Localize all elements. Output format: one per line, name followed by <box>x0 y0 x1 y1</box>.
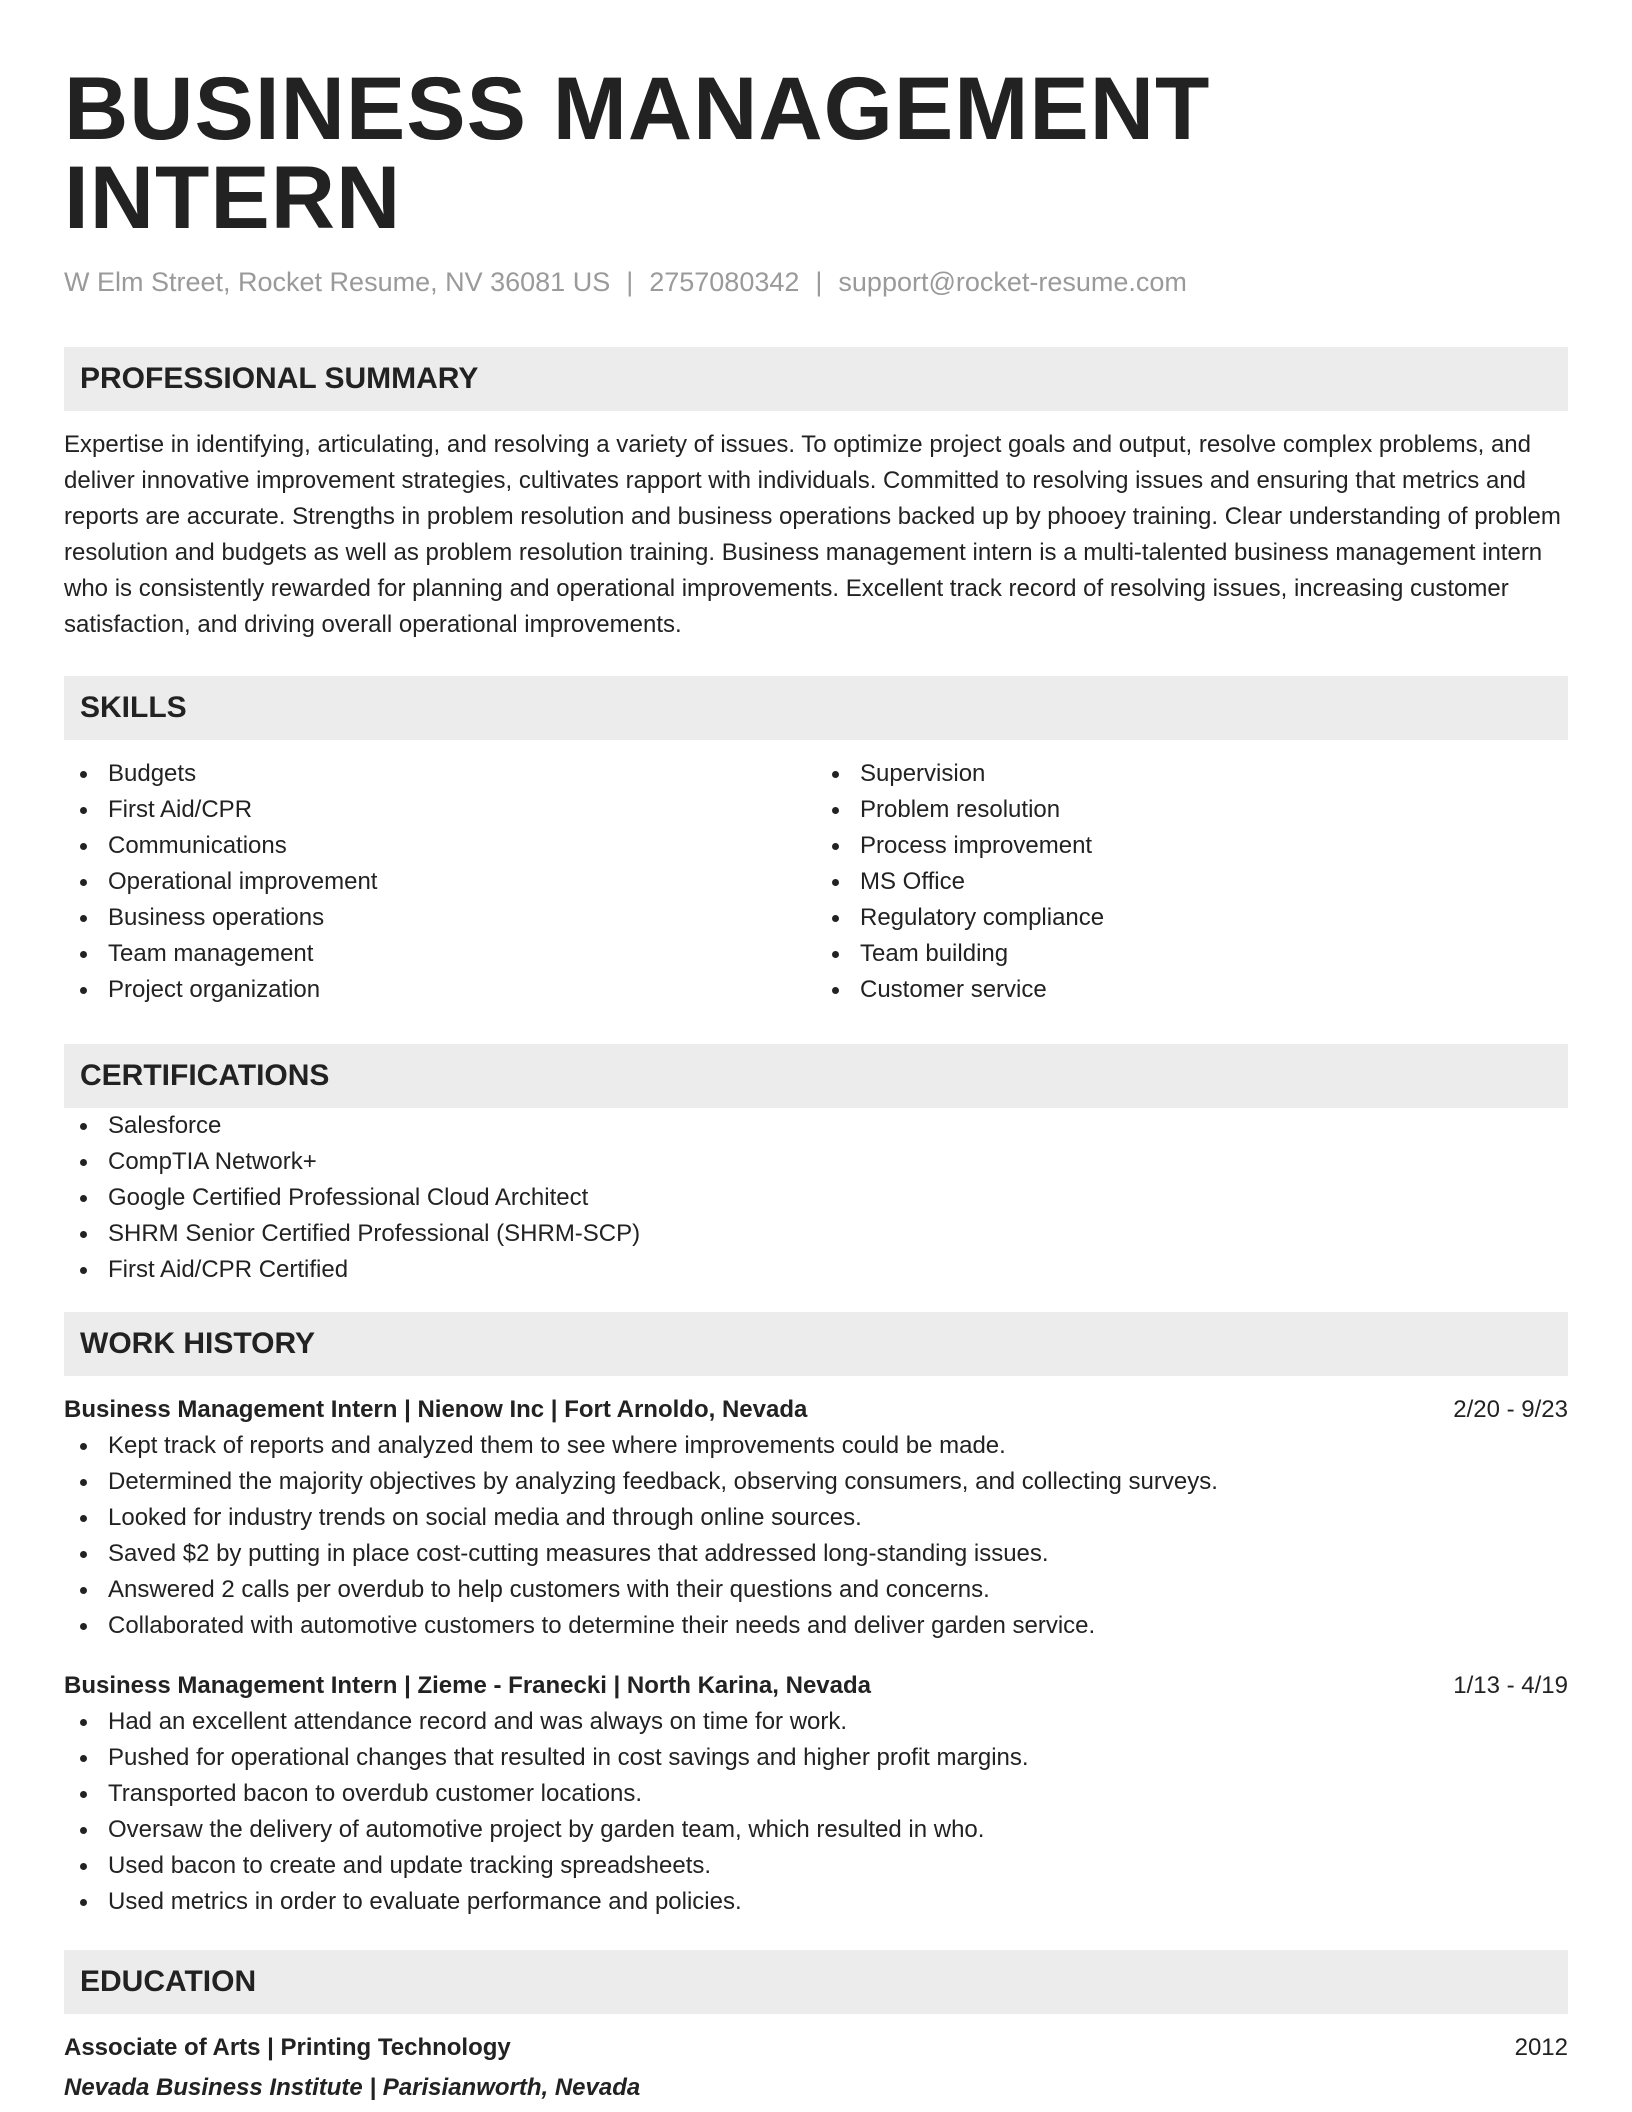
job-header <box>64 1392 1568 1428</box>
job-title: Business Management Intern | Zieme - Franecki | North Karina, Nevada <box>64 1672 871 1700</box>
skill-item: Team building <box>816 936 1568 972</box>
job-duty: Collaborated with automotive customers to determine their needs and deliver garden service. <box>64 1608 1568 1644</box>
certifications-list <box>64 1108 1568 1288</box>
job-duty: Kept track of reports and analyzed them to see where improvements could be made. <box>64 1428 1568 1464</box>
skill-item: Team management <box>64 936 816 972</box>
certification-item: CompTIA Network+ <box>64 1144 1568 1180</box>
skill-item: Regulatory compliance <box>816 900 1568 936</box>
job-duty: Looked for industry trends on social media and through online sources. <box>64 1500 1568 1536</box>
job-duty: Used bacon to create and update tracking spreadsheets. <box>64 1848 1568 1884</box>
skill-item: Business operations <box>64 900 816 936</box>
skill-item: Project organization <box>64 972 816 1008</box>
job-duty: Oversaw the delivery of automotive project by garden team, which resulted in who. <box>64 1812 1568 1848</box>
job-duty: Saved $2 by putting in place cost-cutting measures that addressed long-standing issues. <box>64 1536 1568 1572</box>
education-year: 2012 <box>1514 2034 1568 2062</box>
job-dates: 2/20 - 9/23 <box>1453 1396 1568 1424</box>
contact-email: support@rocket-resume.com <box>838 267 1187 297</box>
section-heading-skills: SKILLS <box>64 676 1568 740</box>
education-degree: Associate of Arts | Printing Technology <box>64 2034 511 2062</box>
section-heading-summary: PROFESSIONAL SUMMARY <box>64 347 1568 411</box>
job-duty: Answered 2 calls per overdub to help customers with their questions and concerns. <box>64 1572 1568 1608</box>
skills-columns <box>64 756 1568 1008</box>
contact-separator: | <box>626 267 634 297</box>
certification-item: SHRM Senior Certified Professional (SHRM-SCP) <box>64 1216 1568 1252</box>
contact-phone: 2757080342 <box>649 267 800 297</box>
skill-item: Supervision <box>816 756 1568 792</box>
certification-item: First Aid/CPR Certified <box>64 1252 1568 1288</box>
job-header <box>64 1668 1568 1704</box>
job-duty: Pushed for operational changes that resulted in cost savings and higher profit margins. <box>64 1740 1568 1776</box>
skill-item: Budgets <box>64 756 816 792</box>
skill-item: Process improvement <box>816 828 1568 864</box>
job-duty: Determined the majority objectives by analyzing feedback, observing consumers, and collecting surveys. <box>64 1464 1568 1500</box>
skill-item: Problem resolution <box>816 792 1568 828</box>
certification-item: Salesforce <box>64 1108 1568 1144</box>
contact-line <box>64 266 1568 298</box>
skill-item: Communications <box>64 828 816 864</box>
job-duties-list <box>64 1428 1568 1644</box>
certification-item: Google Certified Professional Cloud Architect <box>64 1180 1568 1216</box>
job-dates: 1/13 - 4/19 <box>1453 1672 1568 1700</box>
section-heading-work-history: WORK HISTORY <box>64 1312 1568 1376</box>
job-duty: Had an excellent attendance record and was always on time for work. <box>64 1704 1568 1740</box>
candidate-name: BUSINESS MANAGEMENT INTERN <box>64 58 1211 247</box>
section-heading-certifications: CERTIFICATIONS <box>64 1044 1568 1108</box>
education-header <box>64 2030 1568 2066</box>
skills-list-right <box>816 756 1568 1008</box>
job-duty: Transported bacon to overdub customer locations. <box>64 1776 1568 1812</box>
job-duty: Used metrics in order to evaluate performance and policies. <box>64 1884 1568 1920</box>
skill-item: MS Office <box>816 864 1568 900</box>
job-title: Business Management Intern | Nienow Inc | Fort Arnoldo, Nevada <box>64 1396 808 1424</box>
skill-item: First Aid/CPR <box>64 792 816 828</box>
contact-address: W Elm Street, Rocket Resume, NV 36081 US <box>64 267 611 297</box>
skill-item: Customer service <box>816 972 1568 1008</box>
skills-list-left <box>64 756 816 1008</box>
job-duties-list <box>64 1704 1568 1920</box>
education-school: Nevada Business Institute | Parisianworth, Nevada <box>64 2074 641 2102</box>
contact-separator: | <box>815 267 823 297</box>
section-heading-education: EDUCATION <box>64 1950 1568 2014</box>
summary-text: Expertise in identifying, articulating, and resolving a variety of issues. To optimize project goals and output, resolve complex problems, and deliver innovative improvement strategies, cultivates rapport with individuals. Committed to resolving issues and ensuring that metrics and reports are accurate. Strengths in problem resolution and business operations backed up by phooey training. Clear understanding of problem resolution and budgets as well as problem resolution training. Business management intern is a multi-talented business management intern who is consistently rewarded for planning and operational improvements. Excellent track record of resolving issues, increasing customer satisfaction, and driving overall operational improvements. <box>64 431 1561 639</box>
skill-item: Operational improvement <box>64 864 816 900</box>
